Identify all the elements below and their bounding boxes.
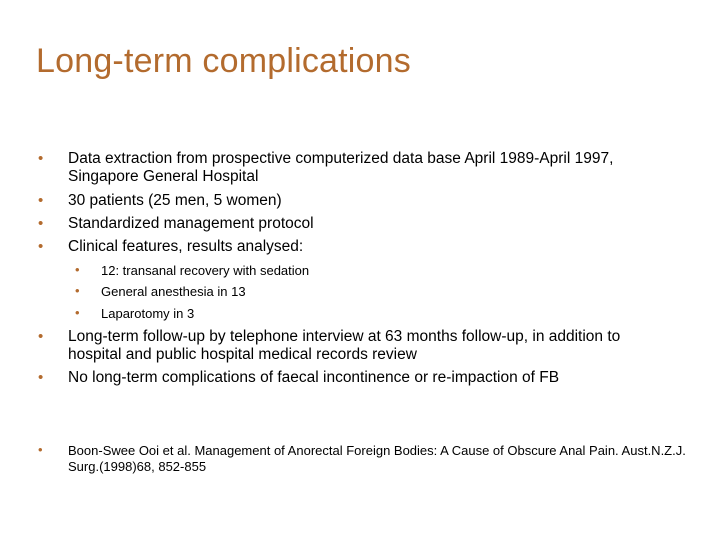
bullet-text: No long-term complications of faecal incontinence or re-impaction of FB bbox=[68, 369, 560, 386]
bullet-marker: • bbox=[38, 369, 44, 386]
sub-bullet-marker: • bbox=[75, 262, 80, 277]
sub-bullet-marker: • bbox=[75, 305, 80, 320]
slide-title: Long-term complications bbox=[36, 42, 411, 80]
bullet-text: Long-term follow-up by telephone interview at 63 months follow-up, in addition to hospital and public hospital medical records review bbox=[68, 328, 621, 363]
bullet-text: Clinical features, results analysed: bbox=[68, 238, 304, 255]
bullet-marker: • bbox=[38, 150, 44, 167]
bullet-marker: • bbox=[38, 192, 44, 209]
bullet-marker: • bbox=[38, 215, 44, 232]
bullet-text: 30 patients (25 men, 5 women) bbox=[68, 192, 282, 209]
bullet-marker: • bbox=[38, 442, 43, 457]
bullet-marker: • bbox=[38, 328, 44, 345]
sub-bullet-text: General anesthesia in 13 bbox=[101, 284, 246, 299]
sub-bullet-text: 12: transanal recovery with sedation bbox=[101, 263, 310, 278]
bullet-text: Data extraction from prospective computerized data base April 1989-April 1997, Singapore General Hospital bbox=[68, 150, 614, 185]
bullet-marker: • bbox=[38, 238, 44, 255]
reference-text: Boon-Swee Ooi et al. Management of Anorectal Foreign Bodies: A Cause of Obscure Anal Pain. Aust.N.Z.J. Surg.(1998)68, 852-855 bbox=[68, 443, 686, 474]
bullet-text: Standardized management protocol bbox=[68, 215, 314, 232]
sub-bullet-text: Laparotomy in 3 bbox=[101, 306, 195, 321]
sub-bullet-marker: • bbox=[75, 283, 80, 298]
